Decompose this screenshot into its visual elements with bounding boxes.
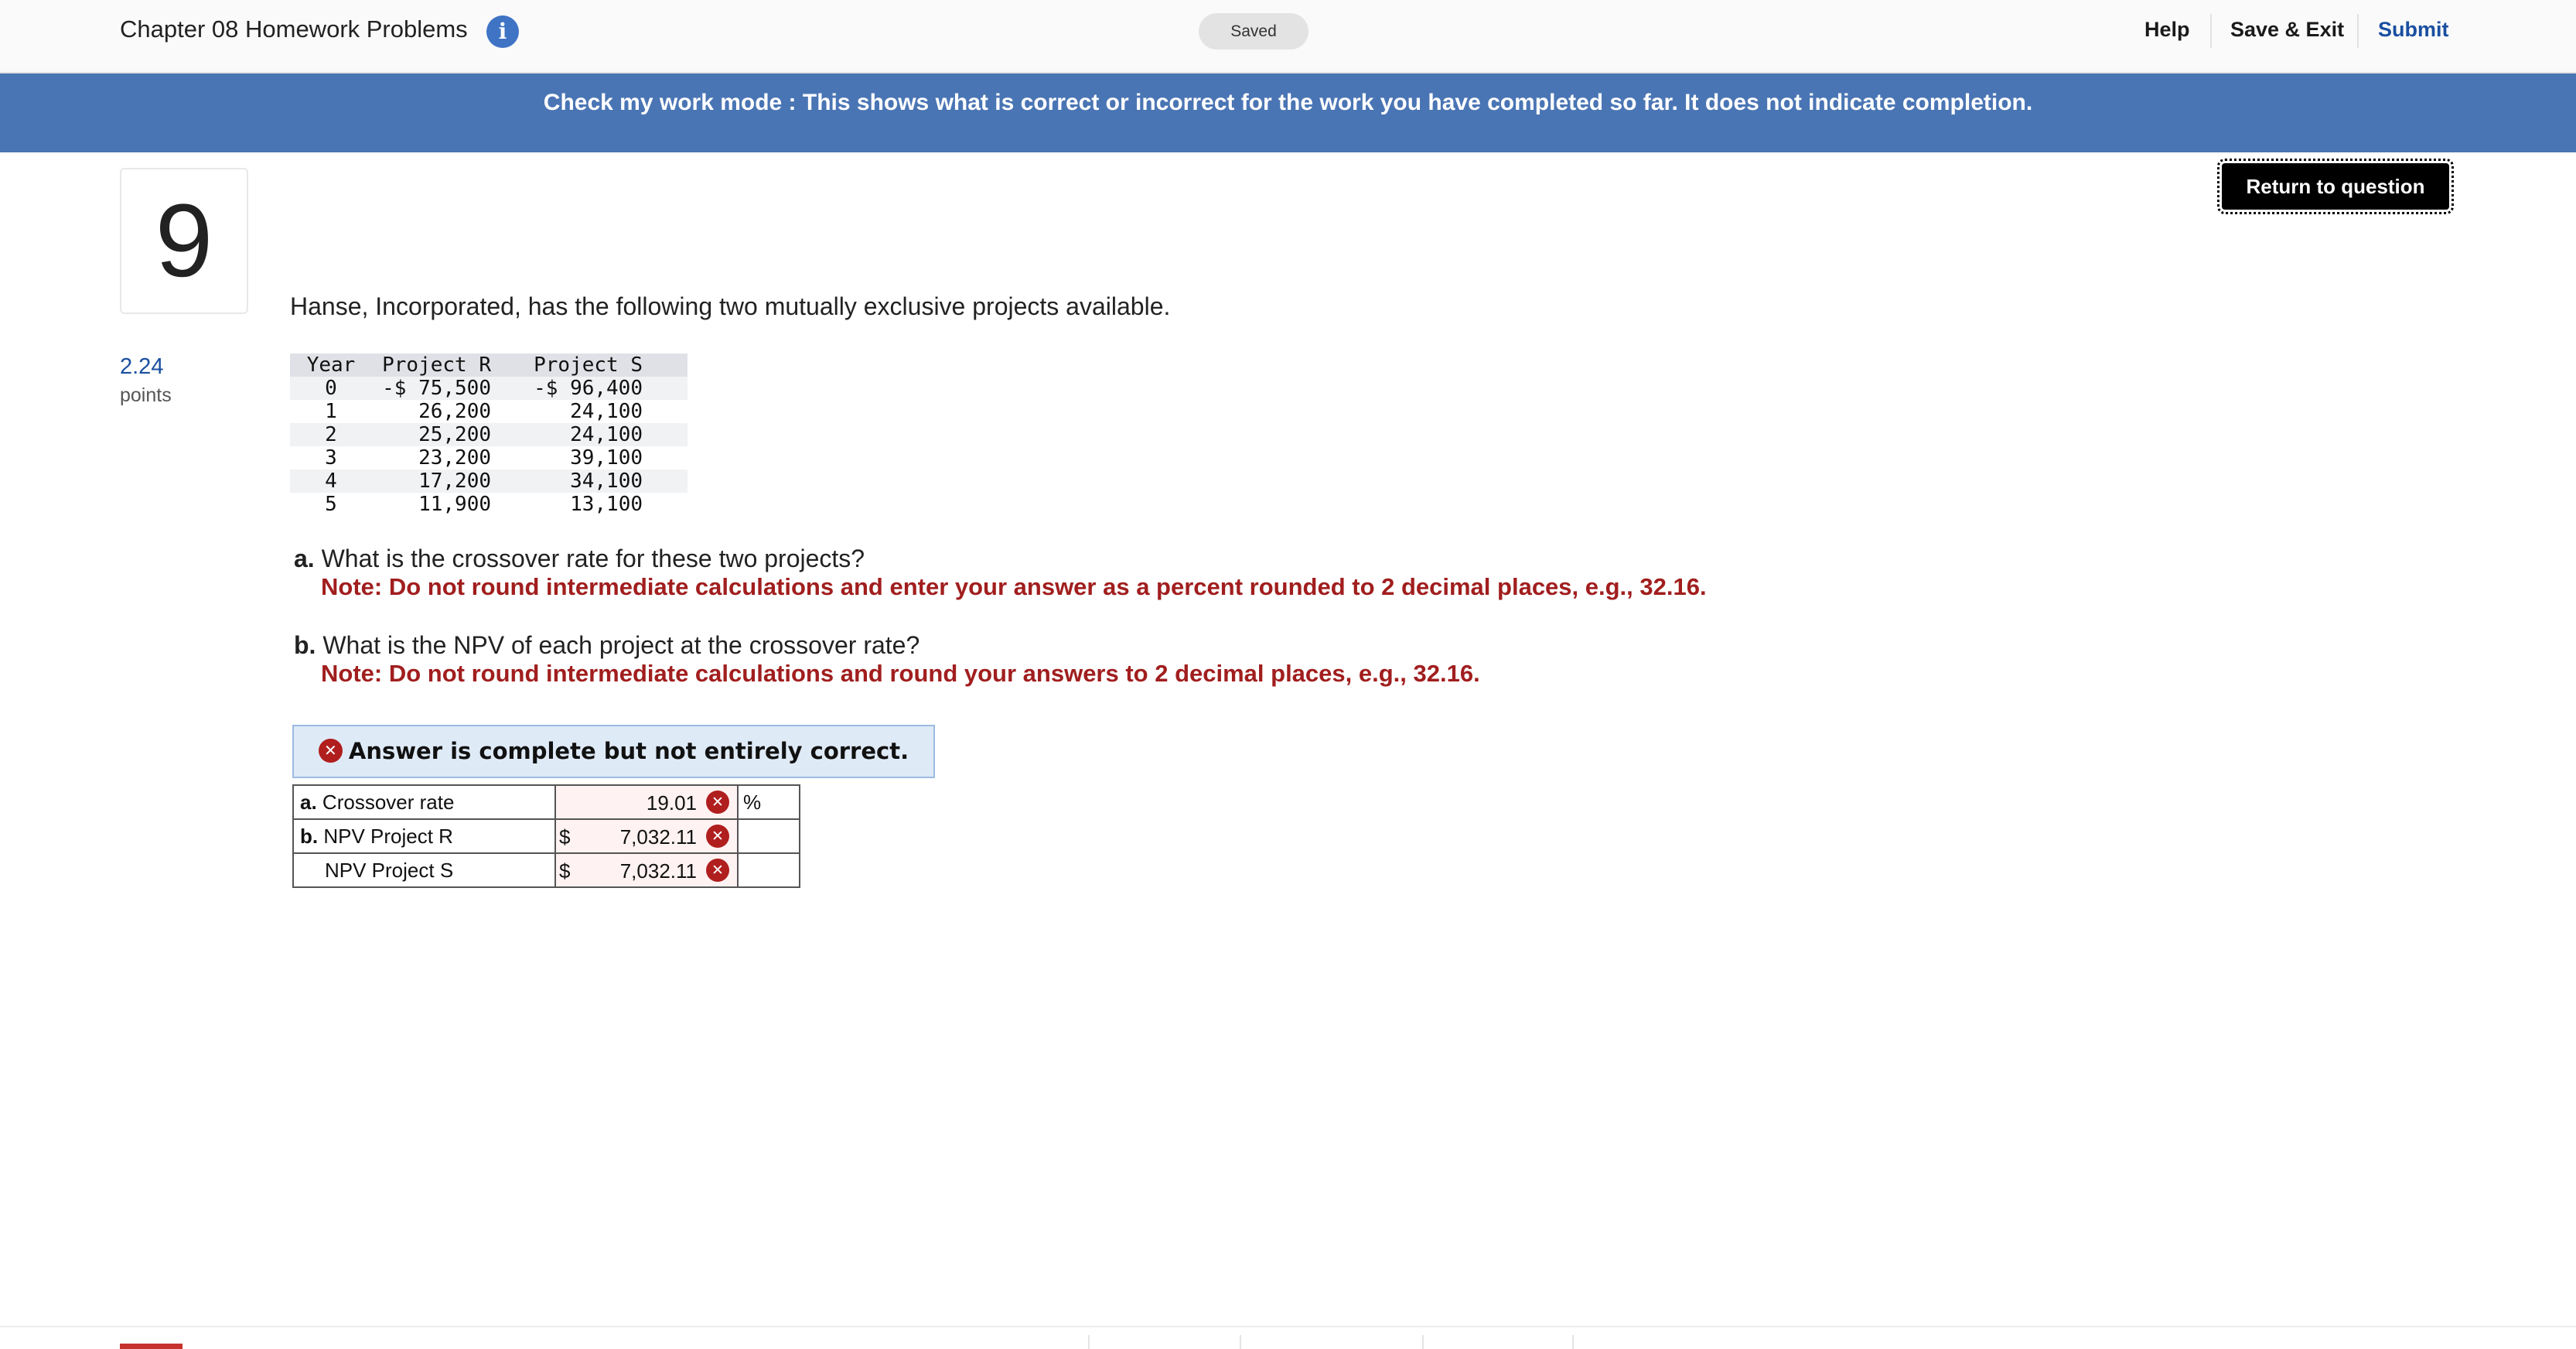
year-cell: 2 (290, 423, 372, 446)
divider (2210, 14, 2212, 48)
table-header-row (290, 353, 688, 377)
part-a-note: Note: Do not round intermediate calculations and enter your answer as a percent rounded to 2 decimal places, e.g., 32.16. (321, 573, 1707, 600)
assignment-title: Chapter 08 Homework Problems (120, 15, 468, 43)
unit-label: % (738, 785, 800, 819)
save-exit-button[interactable]: Save & Exit (2230, 18, 2345, 41)
question-intro: Hanse, Incorporated, has the following two mutually exclusive projects available. (290, 292, 1171, 320)
column-header: Year (290, 353, 372, 377)
answer-label-text: NPV Project R (323, 824, 453, 848)
part-b-note: Note: Do not round intermediate calculations and round your answers to 2 decimal places, e.g., 32.16. (321, 660, 1480, 687)
project-r-cell: 11,900 (418, 493, 491, 516)
answer-label (293, 853, 555, 887)
divider (1240, 1335, 1241, 1349)
project-r-cell: 17,200 (372, 470, 491, 493)
answer-value: 19.01 (646, 791, 697, 815)
answer-feedback-box (292, 725, 935, 778)
part-b-prefix: b. (294, 631, 316, 659)
table-row (290, 446, 688, 470)
check-mode-banner (0, 73, 2576, 152)
answer-row-npv-r (293, 819, 800, 853)
project-s-cell: 39,100 (570, 446, 643, 470)
answer-value: 7,032.11 (619, 825, 697, 849)
answer-prefix: b. (300, 824, 319, 848)
part-a-text: What is the crossover rate for these two projects? (321, 545, 865, 572)
saved-status: Saved (1199, 13, 1308, 50)
project-r-cell: 23,200 (418, 446, 491, 470)
info-icon[interactable]: i (486, 15, 519, 48)
answer-label-text: NPV Project S (325, 858, 454, 882)
year-cell: 1 (325, 400, 337, 423)
answer-table (292, 784, 800, 888)
answer-value: 7,032.11 (619, 859, 697, 883)
part-b-text: What is the NPV of each project at the crossover rate? (322, 631, 920, 659)
answer-label (293, 785, 555, 819)
points-label: points (120, 384, 172, 406)
crossover-rate-field[interactable] (555, 785, 738, 819)
divider (1088, 1335, 1090, 1349)
incorrect-icon: ✕ (706, 825, 729, 848)
year-cell: 4 (290, 470, 372, 493)
incorrect-icon: ✕ (706, 859, 729, 882)
divider (2357, 14, 2359, 48)
column-header: Project R (372, 353, 491, 377)
project-s-cell: 13,100 (570, 493, 643, 516)
project-s-cell: 34,100 (491, 470, 688, 493)
banner-text: Check my work mode : This shows what is correct or incorrect for the work you have completed so far. It does not indicate completion. (543, 90, 2033, 115)
project-s-cell: 24,100 (491, 423, 688, 446)
answer-row-crossover-rate (293, 785, 800, 819)
feedback-message: Answer is complete but not entirely correct. (348, 738, 909, 764)
project-s-cell: -$ 96,400 (491, 377, 688, 400)
table-row (290, 400, 688, 423)
points-value: 2.24 (120, 354, 164, 379)
project-r-cell: 25,200 (372, 423, 491, 446)
top-bar (0, 0, 2576, 73)
npv-project-r-field[interactable] (555, 819, 738, 853)
unit-label (738, 853, 800, 887)
submit-button[interactable]: Submit (2378, 18, 2449, 41)
table-row (290, 423, 688, 446)
column-header: Project S (491, 353, 688, 377)
year-cell: 3 (325, 446, 337, 470)
cash-flow-table (290, 353, 688, 516)
unit-label (738, 819, 800, 853)
year-cell: 5 (325, 493, 337, 516)
table-row (290, 377, 688, 400)
currency-symbol: $ (559, 825, 571, 849)
npv-project-s-field[interactable] (555, 853, 738, 887)
answer-label (293, 819, 555, 853)
part-a-prefix: a. (294, 545, 315, 572)
incorrect-icon: ✕ (319, 739, 343, 763)
answer-prefix: a. (300, 790, 317, 814)
part-b-question (294, 631, 920, 660)
currency-symbol: $ (559, 859, 571, 883)
incorrect-icon: ✕ (706, 791, 729, 814)
answer-label-text: Crossover rate (322, 790, 455, 814)
question-number: 9 (120, 168, 248, 314)
answer-row-npv-s (293, 853, 800, 887)
return-to-question-button[interactable]: Return to question (2222, 163, 2449, 210)
table-row (290, 470, 688, 493)
year-cell: 0 (290, 377, 372, 400)
divider (1572, 1335, 1574, 1349)
table-row (290, 493, 688, 516)
help-link[interactable]: Help (2144, 18, 2190, 41)
project-r-cell: -$ 75,500 (372, 377, 491, 400)
bottom-divider (0, 1326, 2576, 1327)
part-a-question (294, 545, 865, 573)
project-s-cell: 24,100 (570, 400, 643, 423)
project-r-cell: 26,200 (418, 400, 491, 423)
divider (1422, 1335, 1424, 1349)
progress-indicator (120, 1344, 183, 1349)
